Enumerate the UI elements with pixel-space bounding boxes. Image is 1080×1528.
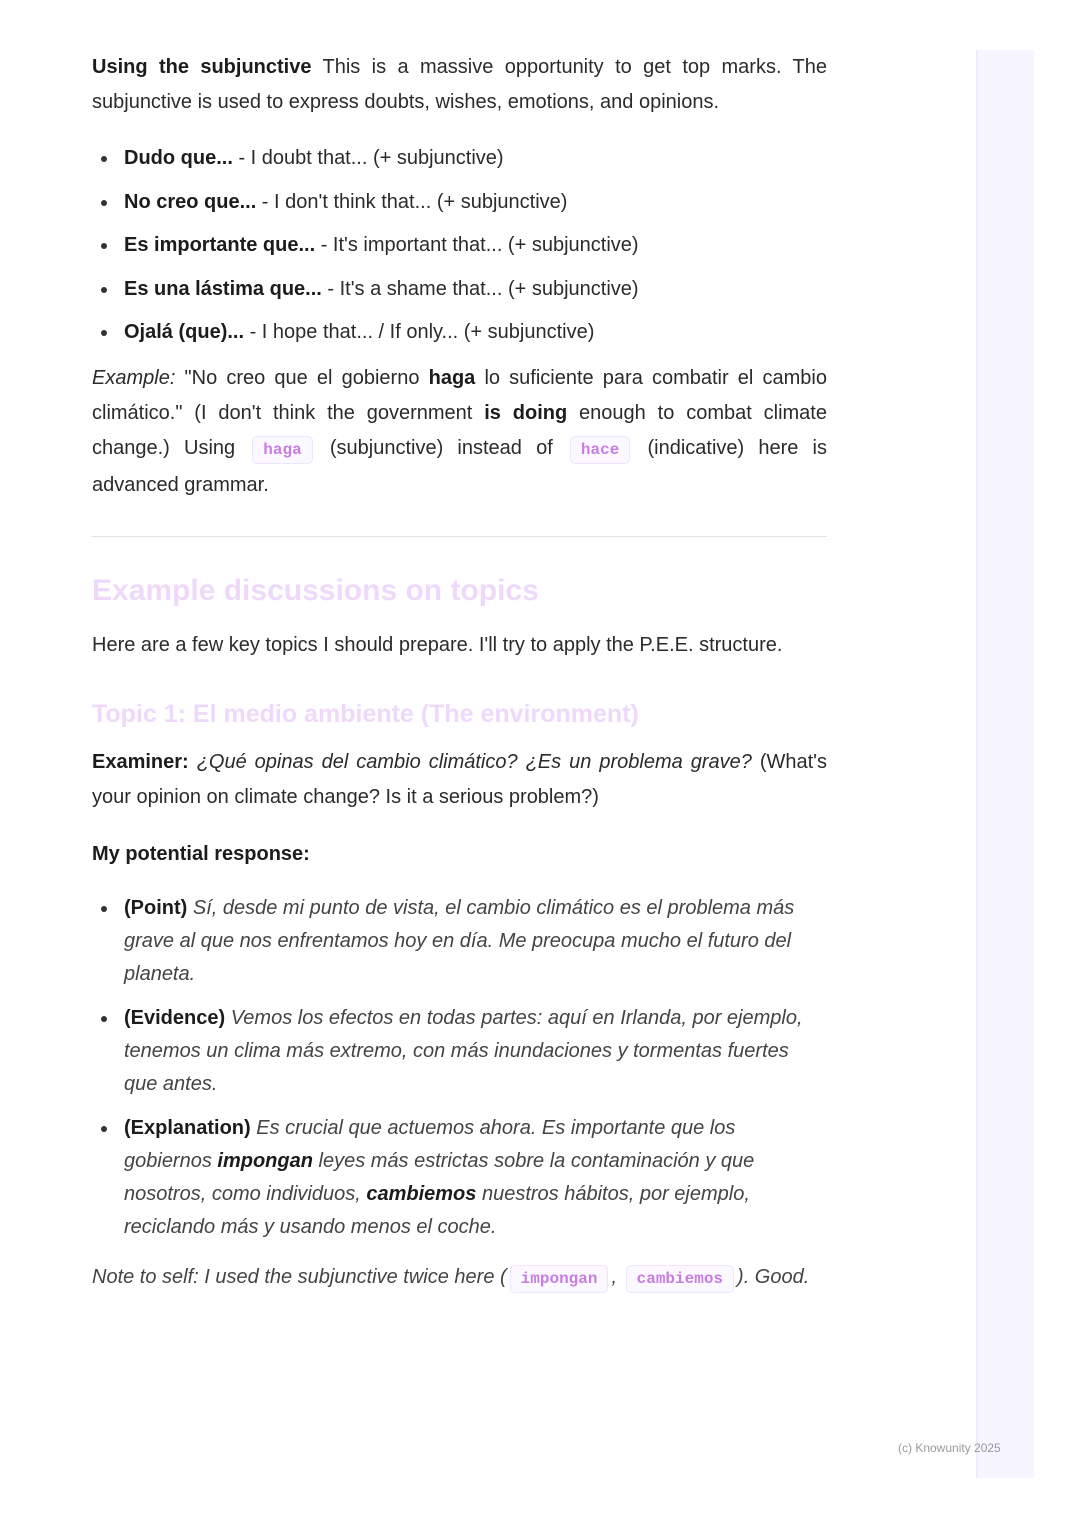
note-text: ). Good. bbox=[737, 1266, 810, 1289]
code-chip-cambiemos: cambiemos bbox=[626, 1265, 734, 1293]
section-divider bbox=[92, 536, 827, 537]
copyright-footer: (c) Knowunity 2025 bbox=[898, 1441, 1001, 1455]
phrase-es: Dudo que... bbox=[124, 147, 233, 169]
intro-text: This is a massive opportunity to get top marks. The subjunctive is used to express doubts, wishes, emotions, and opinions. bbox=[92, 56, 827, 113]
subjunctive-intro bbox=[92, 50, 827, 120]
example-label: Example: bbox=[92, 367, 176, 390]
example-bold-haga: haga bbox=[428, 367, 476, 390]
explanation-label: (Explanation) bbox=[124, 1117, 251, 1140]
example-paragraph bbox=[92, 361, 827, 503]
list-item bbox=[92, 141, 827, 176]
intro-lead: Using the subjunctive bbox=[92, 56, 312, 78]
example-text: enough to combat climate change.) Using bbox=[92, 402, 827, 460]
example-text: "No creo que el gobierno bbox=[175, 367, 429, 390]
phrase-es: Es importante que... bbox=[124, 234, 316, 257]
list-item bbox=[92, 272, 827, 307]
explanation-part: leyes más estrictas sobre la contaminación y que nosotros, como individuos, bbox=[124, 1150, 755, 1206]
response-list bbox=[92, 892, 827, 1244]
phrase-es: Es una lástima que... bbox=[124, 277, 322, 300]
bold-impongan: impongan bbox=[217, 1150, 313, 1173]
phrase-meaning: - It's a shame that... (+ subjunctive) bbox=[321, 277, 639, 300]
example-bold-is-doing: is doing bbox=[484, 402, 568, 425]
bold-cambiemos: cambiemos bbox=[366, 1183, 477, 1206]
question-en: (What's your opinion on climate change? Is it a serious problem?) bbox=[92, 751, 827, 809]
code-chip-impongan: impongan bbox=[510, 1265, 609, 1293]
response-label-text: My potential response: bbox=[92, 843, 310, 866]
explanation-part: Es crucial que actuemos ahora. Es importante que los gobiernos bbox=[124, 1117, 736, 1173]
evidence-label: (Evidence) bbox=[124, 1007, 226, 1030]
example-text: lo suficiente para combatir el cambio climático." (I don't think the government bbox=[92, 367, 827, 425]
phrase-meaning: - It's important that... (+ subjunctive) bbox=[315, 234, 639, 257]
code-chip-haga: haga bbox=[252, 436, 312, 464]
examiner-label: Examiner: bbox=[92, 751, 189, 774]
response-label bbox=[92, 837, 827, 872]
example-text: (indicative) here is advanced grammar. bbox=[92, 437, 827, 497]
topic-heading: Topic 1: El medio ambiente (The environment) bbox=[92, 700, 639, 729]
section-intro: Here are a few key topics I should prepare. I'll try to apply the P.E.E. structure. bbox=[92, 634, 783, 657]
point-text: Sí, desde mi punto de vista, el cambio climático es el problema más grave al que nos enfrentamos hoy en día. Me preocupa mucho el futuro del planeta. bbox=[124, 897, 795, 986]
list-item bbox=[92, 1002, 827, 1101]
right-margin-panel bbox=[976, 50, 1034, 1478]
point-label: (Point) bbox=[124, 897, 188, 920]
list-item bbox=[92, 228, 827, 263]
note-text: Note to self: I used the subjunctive twice here ( bbox=[92, 1266, 507, 1289]
examiner-question bbox=[92, 745, 827, 815]
phrase-meaning: - I hope that... / If only... (+ subjunctive) bbox=[244, 321, 595, 344]
document-body bbox=[92, 50, 827, 1297]
code-chip-hace: hace bbox=[570, 436, 630, 464]
list-item bbox=[92, 1112, 827, 1244]
list-item bbox=[92, 892, 827, 991]
example-text: (subjunctive) instead of bbox=[315, 437, 567, 460]
phrase-es: No creo que... bbox=[124, 190, 257, 213]
phrase-meaning: - I don't think that... (+ subjunctive) bbox=[256, 190, 568, 213]
evidence-text: Vemos los efectos en todas partes: aquí en Irlanda, por ejemplo, tenemos un clima más extremo, con más inundaciones y tormentas fuertes que antes. bbox=[124, 1007, 803, 1096]
section-heading: Example discussions on topics bbox=[92, 574, 539, 608]
subjunctive-phrase-list bbox=[92, 141, 827, 350]
list-item bbox=[92, 315, 827, 350]
note-to-self bbox=[92, 1260, 827, 1297]
note-separator: , bbox=[611, 1266, 618, 1289]
explanation-part: nuestros hábitos, por ejemplo, reciclando más y usando menos el coche. bbox=[124, 1183, 750, 1239]
list-item bbox=[92, 185, 827, 220]
question-es: ¿Qué opinas del cambio climático? ¿Es un problema grave? bbox=[188, 751, 752, 774]
phrase-meaning: - I doubt that... (+ subjunctive) bbox=[232, 147, 504, 169]
phrase-es: Ojalá (que)... bbox=[124, 321, 245, 344]
